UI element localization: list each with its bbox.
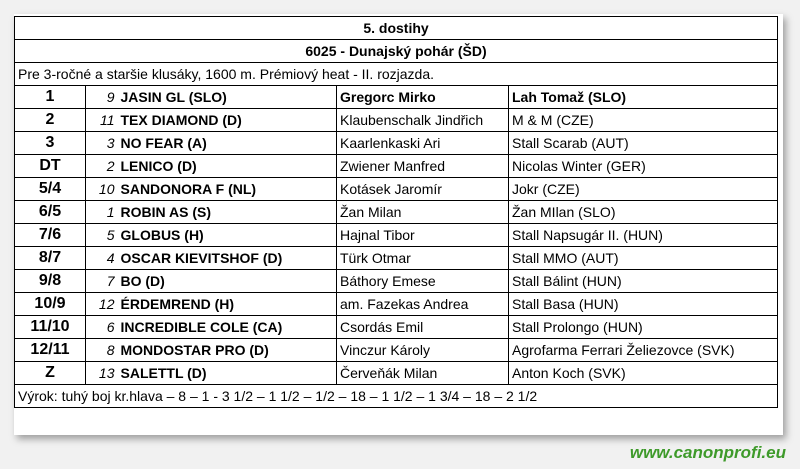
driver-name: Zwiener Manfred: [337, 155, 509, 178]
horse-name: MONDOSTAR PRO (D): [118, 339, 337, 362]
driver-name: Kaarlenkaski Ari: [337, 132, 509, 155]
race-number: 5. dostihy: [15, 17, 778, 40]
race-conditions-row: [15, 63, 778, 86]
start-number: 5: [86, 224, 118, 247]
start-number: 10: [86, 178, 118, 201]
race-title: 6025 - Dunajský pohár (ŠD): [15, 40, 778, 63]
finish-place: DT: [15, 155, 86, 178]
finish-place: 3: [15, 132, 86, 155]
owner-name: Stall Napsugár II. (HUN): [509, 224, 778, 247]
start-number: 9: [86, 86, 118, 109]
verdict-text: Výrok: tuhý boj kr.hlava – 8 – 1 - 3 1/2 – 1 1/2 – 1/2 – 18 – 1 1/2 – 1 3/4 – 18 – 2 1/2: [15, 385, 778, 408]
horse-name: SANDONORA F (NL): [118, 178, 337, 201]
owner-name: Stall Bálint (HUN): [509, 270, 778, 293]
driver-name: Hajnal Tibor: [337, 224, 509, 247]
owner-name: Lah Tomaž (SLO): [509, 86, 778, 109]
horse-name: OSCAR KIEVITSHOF (D): [118, 247, 337, 270]
owner-name: Jokr (CZE): [509, 178, 778, 201]
result-row: [15, 362, 778, 385]
driver-name: Klaubenschalk Jindřich: [337, 109, 509, 132]
horse-name: JASIN GL (SLO): [118, 86, 337, 109]
finish-place: 12/11: [15, 339, 86, 362]
result-row: [15, 339, 778, 362]
start-number: 12: [86, 293, 118, 316]
finish-place: 5/4: [15, 178, 86, 201]
owner-name: Agrofarma Ferrari Želiezovce (SVK): [509, 339, 778, 362]
result-row: [15, 155, 778, 178]
start-number: 4: [86, 247, 118, 270]
result-row: [15, 132, 778, 155]
driver-name: Kotásek Jaromír: [337, 178, 509, 201]
owner-name: M & M (CZE): [509, 109, 778, 132]
horse-name: NO FEAR (A): [118, 132, 337, 155]
start-number: 13: [86, 362, 118, 385]
finish-place: 6/5: [15, 201, 86, 224]
horse-name: BO (D): [118, 270, 337, 293]
start-number: 11: [86, 109, 118, 132]
result-row: [15, 247, 778, 270]
owner-name: Stall Basa (HUN): [509, 293, 778, 316]
start-number: 3: [86, 132, 118, 155]
horse-name: LENICO (D): [118, 155, 337, 178]
driver-name: Báthory Emese: [337, 270, 509, 293]
result-row: [15, 293, 778, 316]
start-number: 2: [86, 155, 118, 178]
owner-name: Stall Prolongo (HUN): [509, 316, 778, 339]
result-row: [15, 201, 778, 224]
result-row: [15, 316, 778, 339]
horse-name: ROBIN AS (S): [118, 201, 337, 224]
horse-name: INCREDIBLE COLE (CA): [118, 316, 337, 339]
finish-place: 10/9: [15, 293, 86, 316]
start-number: 6: [86, 316, 118, 339]
owner-name: Žan MIlan (SLO): [509, 201, 778, 224]
finish-place: 11/10: [15, 316, 86, 339]
start-number: 7: [86, 270, 118, 293]
owner-name: Stall MMO (AUT): [509, 247, 778, 270]
owner-name: Nicolas Winter (GER): [509, 155, 778, 178]
result-row: [15, 86, 778, 109]
finish-place: Z: [15, 362, 86, 385]
driver-name: Červeňák Milan: [337, 362, 509, 385]
result-row: [15, 178, 778, 201]
result-row: [15, 109, 778, 132]
verdict-row: [15, 385, 778, 408]
finish-place: 7/6: [15, 224, 86, 247]
horse-name: SALETTL (D): [118, 362, 337, 385]
start-number: 8: [86, 339, 118, 362]
finish-place: 2: [15, 109, 86, 132]
finish-place: 1: [15, 86, 86, 109]
horse-name: GLOBUS (H): [118, 224, 337, 247]
owner-name: Anton Koch (SVK): [509, 362, 778, 385]
result-row: [15, 224, 778, 247]
race-title-row: [15, 40, 778, 63]
driver-name: Türk Otmar: [337, 247, 509, 270]
result-row: [15, 270, 778, 293]
horse-name: TEX DIAMOND (D): [118, 109, 337, 132]
driver-name: Csordás Emil: [337, 316, 509, 339]
driver-name: am. Fazekas Andrea: [337, 293, 509, 316]
horse-name: ÉRDEMREND (H): [118, 293, 337, 316]
finish-place: 9/8: [15, 270, 86, 293]
driver-name: Žan Milan: [337, 201, 509, 224]
driver-name: Vinczur Károly: [337, 339, 509, 362]
watermark-text: www.canonprofi.eu: [629, 443, 786, 462]
start-number: 1: [86, 201, 118, 224]
finish-place: 8/7: [15, 247, 86, 270]
race-number-row: [15, 17, 778, 40]
race-results-table: [14, 16, 778, 408]
owner-name: Stall Scarab (AUT): [509, 132, 778, 155]
race-conditions: Pre 3-ročné a staršie klusáky, 1600 m. Prémiový heat - II. rozjazda.: [15, 63, 778, 86]
driver-name: Gregorc Mirko: [337, 86, 509, 109]
